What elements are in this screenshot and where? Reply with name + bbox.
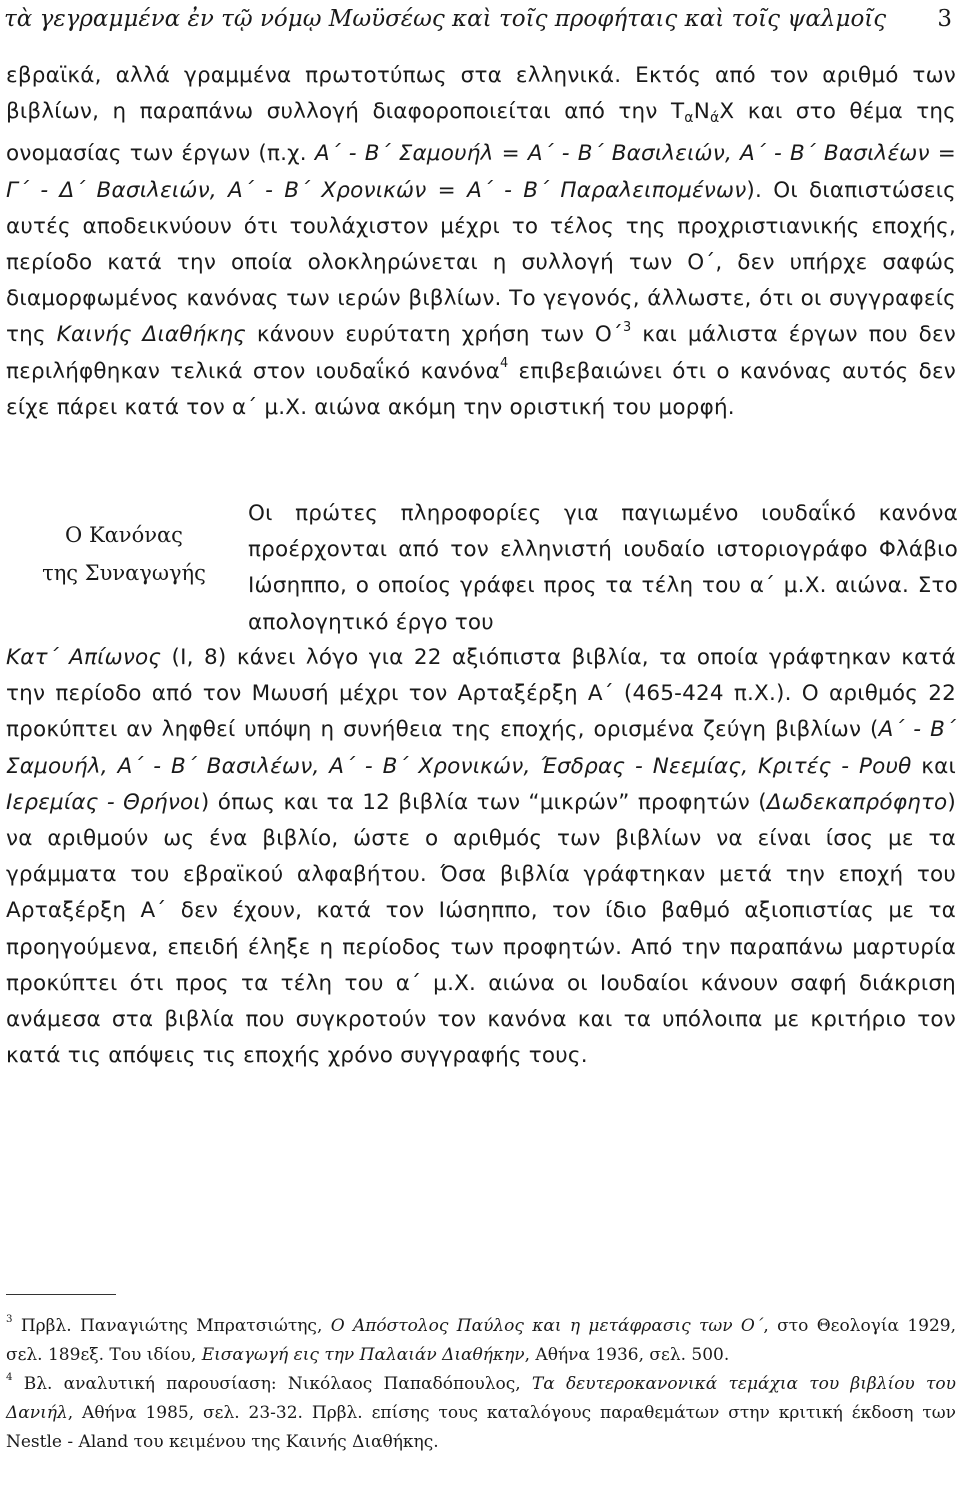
tanakh-a: α [684, 110, 694, 127]
tanakh-x: Χ [719, 99, 735, 125]
margin-heading [20, 516, 228, 592]
footnote-divider [6, 1294, 116, 1295]
footnote-3-text-3: , Αθήνα 1936, σελ. 500. [524, 1345, 730, 1365]
paragraph-2 [6, 640, 956, 1074]
tanakh-n: Ν [693, 99, 710, 125]
margin-heading-line-2: της Συναγωγής [42, 561, 206, 585]
p1-text-6: επιβεβαιώνει ότι ο κανόνας αυτός δεν είχε πάρει κατά τον α΄ μ.Χ. αιώνα ακόμη την οριστική του μορφή. [6, 358, 956, 420]
p1-italic-new-testament: Καινής Διαθήκης [56, 322, 246, 348]
paragraph-2-wrapped-start: Οι πρώτες πληροφορίες για παγιωμένο ιουδαΐκό κανόνα προέρχονται από τον ελληνιστή ιουδαίο ιστοριογράφο Φλάβιο Ιώσηππο, ο οποίος γράφει προς τα τέλη του α΄ μ.Χ. αιώνα. Στο απολογητικό έργο του [248, 501, 958, 635]
p2-text-4: ) να αριθμούν ως ένα βιβλίο, ώστε ο αριθμός των βιβλίων να είναι ίσος με τα γράμματα του εβραϊκού αλφαβήτου. Όσα βιβλία γράφτηκαν μετά την εποχή του Αρταξέρξη Α΄ δεν έχουν, κατά τον Ιώσηππο, τον ίδιο βαθμό αξιοπιστίας με τα προηγούμενα, επειδή έληξε η περίοδος των προφητών. Από την παραπάνω μαρτυρία προκύπτει ότι προς τα τέλη του α΄ μ.Χ. αιώνα οι Ιουδαίοι κάνουν σαφή διάκριση ανάμεσα στα βιβλία που συγκροτούν τον κανόνα και τα υπόλοιπα με κριτήριο τον κατά τις απόψεις τις εποχής χρόνο συγγραφής τους. [6, 789, 956, 1069]
footnote-4-title: Τα δευτεροκανονικά τεμάχια του βιβλίου του Δανιήλ [6, 1374, 956, 1423]
footnote-3-number: 3 [6, 1314, 13, 1326]
p1-text-4: κάνουν ευρύτατη χρήση των Ο΄ [246, 322, 624, 348]
p1-text-3: ). Οι διαπιστώσεις αυτές αποδεικνύουν ότι τουλάχιστον μέχρι το τέλος της προχριστιανικής εποχής, περίοδο κατά την οποία ολοκληρώνεται η συλλογή των Ο΄, δεν υπήρχε σαφώς διαμορφωμένος κανόνας των ιερών βιβλίων. Το γεγονός, άλλωστε, ότι οι συγγραφείς της [6, 177, 956, 348]
p2-italic-jeremiah: Ιερεμίας - Θρήνοι [6, 789, 201, 815]
footnote-3-title-2: Εισαγωγή εις την Παλαιάν Διαθήκην [201, 1345, 525, 1365]
footnote-ref-4[interactable]: 4 [499, 355, 509, 371]
running-header [4, 4, 956, 34]
footnote-4-text-2: , Αθήνα 1985, σελ. 23-32. Πρβλ. επίσης τους καταλόγους παραθεμάτων στην κριτική έκδοση των Nestle - Aland του κειμένου της Καινής Διαθήκης. [6, 1403, 956, 1452]
p2-italic-book-pairs: Α΄ - Β΄ Σαμουήλ, Α΄ - Β΄ Βασιλέων, Α΄ - Β΄ Χρονικών, Έσδρας - Νεεμίας, Κριτές - Ρουθ [6, 717, 956, 779]
footnote-3-text-2: , στο Θεολογία 1929, σελ. 189εξ. Του ιδίου, [6, 1316, 956, 1365]
running-title: τὰ γεγραμμένα ἐν τῷ νόμῳ Μωϋσέως καὶ τοῖς προφήταις καὶ τοῖς ψαλμοῖς [4, 6, 887, 32]
p1-italic-book-names: Α΄ - Β΄ Σαμουήλ = Α΄ - Β΄ Βασιλειών, Α΄ - Β΄ Βασιλέων = Γ΄ - Δ΄ Βασιλειών, Α΄ - Β΄ Χρονικών = Α΄ - Β΄ Παραλειπομένων [6, 141, 956, 203]
p2-text-1: (Ι, 8) κάνει λόγο για 22 αξιόπιστα βιβλία, τα οποία γράφτηκαν κατά την περίοδο από τον Μωυσή μέχρι τον Αρταξέρξη Α΄ (465-424 π.Χ.). Ο αριθμός 22 προκύπτει αν ληφθεί υπόψη η συνήθεια της εποχής, ορισμένα ζεύγη βιβλίων ( [6, 645, 956, 743]
p1-text-1: εβραϊκά, αλλά γραμμένα πρωτοτύπως στα ελληνικά. Εκτός από τον αριθμό των βιβλίων, η παραπάνω συλλογή διαφοροποιείται από την [6, 63, 956, 125]
footnote-ref-3[interactable]: 3 [623, 319, 632, 335]
margin-heading-line-1: Ο Κανόνας [65, 523, 183, 547]
footnote-4-text-1: Βλ. αναλυτική παρουσίαση: Νικόλαος Παπαδόπουλος, [12, 1374, 532, 1394]
footnote-3-title-1: Ο Απόστολος Παύλος και η μετάφρασις των Ο΄ [330, 1316, 764, 1336]
page-number: 3 [937, 6, 952, 32]
p1-text-2: και στο θέμα της ονομασίας των έργων (π.χ. [6, 99, 956, 167]
p1-text-5: και μάλιστα έργων που δεν περιλήφθηκαν τελικά στον ιουδαΐκό κανόνα [6, 322, 957, 384]
footnote-4 [6, 1370, 956, 1457]
tanakh-a2: ά [710, 110, 720, 127]
p2-text-3: ) όπως και τα 12 βιβλία των “μικρών” προφητών ( [200, 789, 767, 815]
tanakh-t: Τ [670, 99, 685, 125]
footnote-4-number: 4 [6, 1372, 13, 1384]
p2-italic-contra-apionem: Κατ΄ Απίωνος [6, 645, 162, 670]
p2-text-2: και [911, 753, 956, 779]
p2-italic-twelve-prophets: Δωδεκαπρόφητο [766, 789, 948, 815]
footnotes [6, 1312, 956, 1457]
footnote-3-text-1: Πρβλ. Παναγιώτης Μπρατσιώτης, [12, 1316, 331, 1336]
tanakh-abbrev [670, 99, 735, 127]
paragraph-1 [6, 58, 956, 426]
footnote-3 [6, 1312, 956, 1370]
